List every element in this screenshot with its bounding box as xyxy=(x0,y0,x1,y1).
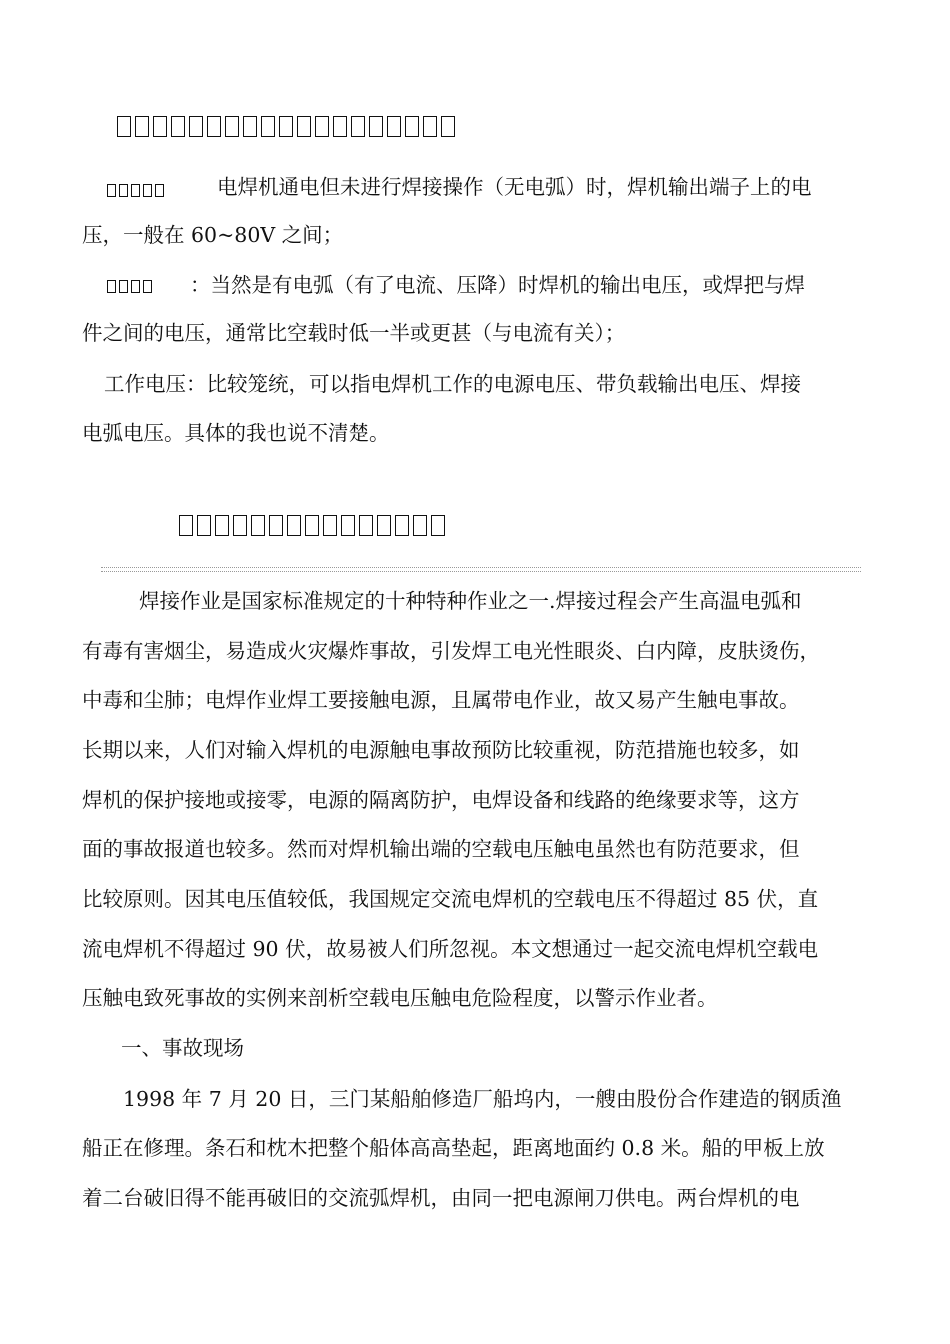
paragraph-line: 焊机的保护接地或接零，电源的隔离防护，电焊设备和线路的绝缘要求等，这方 xyxy=(82,788,800,812)
missing-glyph-box xyxy=(207,116,221,137)
paragraph-line: 件之间的电压，通常比空载时低一半或更甚（与电流有关）； xyxy=(82,321,626,345)
missing-glyph-box xyxy=(143,184,152,197)
missing-glyph-box xyxy=(431,515,445,536)
missing-glyph-box xyxy=(189,116,203,137)
missing-glyph-box xyxy=(171,116,185,137)
missing-glyph-box xyxy=(287,515,301,536)
paragraph-line: 面的事故报道也较多。然而对焊机输出端的空载电压触电虽然也有防范要求，但 xyxy=(82,837,800,861)
missing-glyph-box xyxy=(233,515,247,536)
paragraph-line: 船正在修理。条石和枕木把整个船体高高垫起，距离地面约 0.8 米。船的甲板上放 xyxy=(82,1136,825,1160)
missing-glyph-box xyxy=(341,515,355,536)
missing-glyph-box xyxy=(423,116,437,137)
missing-glyph-box xyxy=(153,116,167,137)
missing-glyph-box xyxy=(119,280,128,293)
paragraph-line: ：当然是有电弧（有了电流、压降）时焊机的输出电压，或焊把与焊 xyxy=(190,273,805,297)
missing-glyph-box xyxy=(261,116,275,137)
article-title-unrendered xyxy=(179,512,445,538)
missing-glyph-box xyxy=(297,116,311,137)
missing-glyph-box xyxy=(269,515,283,536)
divider xyxy=(101,567,861,572)
paragraph-line: 工作电压：比较笼统，可以指电焊机工作的电源电压、带负载输出电压、焊接 xyxy=(104,372,801,396)
missing-glyph-box xyxy=(441,116,455,137)
missing-glyph-box xyxy=(131,184,140,197)
missing-glyph-box xyxy=(119,184,128,197)
missing-glyph-box xyxy=(135,116,149,137)
paragraph-line: 压，一般在 60~80V 之间； xyxy=(82,223,344,247)
missing-glyph-box xyxy=(215,515,229,536)
missing-glyph-box xyxy=(413,515,427,536)
missing-glyph-box xyxy=(117,116,131,137)
paragraph-line: 流电焊机不得超过 90 伏，故易被人们所忽视。本文想通过一起交流电焊机空载电 xyxy=(82,937,819,961)
missing-glyph-box xyxy=(279,116,293,137)
missing-glyph-box xyxy=(107,184,116,197)
paragraph-line: 中毒和尘肺；电焊作业焊工要接触电源，且属带电作业，故又易产生触电事故。 xyxy=(82,688,800,712)
term-label-unrendered xyxy=(107,184,164,197)
missing-glyph-box xyxy=(369,116,383,137)
paragraph-line: 压触电致死事故的实例来剖析空载电压触电危险程度，以警示作业者。 xyxy=(82,986,718,1010)
missing-glyph-box xyxy=(243,116,257,137)
term-label-unrendered xyxy=(107,280,152,293)
paragraph-line: 比较原则。因其电压值较低，我国规定交流电焊机的空载电压不得超过 85 伏，直 xyxy=(82,887,819,911)
missing-glyph-box xyxy=(131,280,140,293)
missing-glyph-box xyxy=(197,515,211,536)
missing-glyph-box xyxy=(377,515,391,536)
missing-glyph-box xyxy=(387,116,401,137)
missing-glyph-box xyxy=(155,184,164,197)
missing-glyph-box xyxy=(225,116,239,137)
missing-glyph-box xyxy=(323,515,337,536)
paragraph-line: 有毒有害烟尘，易造成火灾爆炸事故，引发焊工电光性眼炎、白内障，皮肤烫伤， xyxy=(82,639,820,663)
paragraph-line: 焊接作业是国家标准规定的十种特种作业之一.焊接过程会产生高温电弧和 xyxy=(139,589,802,613)
missing-glyph-box xyxy=(359,515,373,536)
section-title-unrendered xyxy=(117,113,455,139)
missing-glyph-box xyxy=(305,515,319,536)
missing-glyph-box xyxy=(251,515,265,536)
paragraph-line: 1998 年 7 月 20 日，三门某船舶修造厂船坞内，一艘由股份合作建造的钢质渔 xyxy=(123,1087,842,1111)
missing-glyph-box xyxy=(395,515,409,536)
paragraph-line: 电焊机通电但未进行焊接操作（无电弧）时，焊机输出端子上的电 xyxy=(217,175,812,199)
missing-glyph-box xyxy=(143,280,152,293)
paragraph-line: 电弧电压。具体的我也说不清楚。 xyxy=(82,421,390,445)
paragraph-line: 长期以来，人们对输入焊机的电源触电事故预防比较重视，防范措施也较多，如 xyxy=(82,738,800,762)
missing-glyph-box xyxy=(405,116,419,137)
missing-glyph-box xyxy=(107,280,116,293)
missing-glyph-box xyxy=(351,116,365,137)
missing-glyph-box xyxy=(315,116,329,137)
paragraph-line: 着二台破旧得不能再破旧的交流弧焊机，由同一把电源闸刀供电。两台焊机的电 xyxy=(82,1186,800,1210)
missing-glyph-box xyxy=(333,116,347,137)
missing-glyph-box xyxy=(179,515,193,536)
section-heading: 一、事故现场 xyxy=(121,1036,244,1060)
